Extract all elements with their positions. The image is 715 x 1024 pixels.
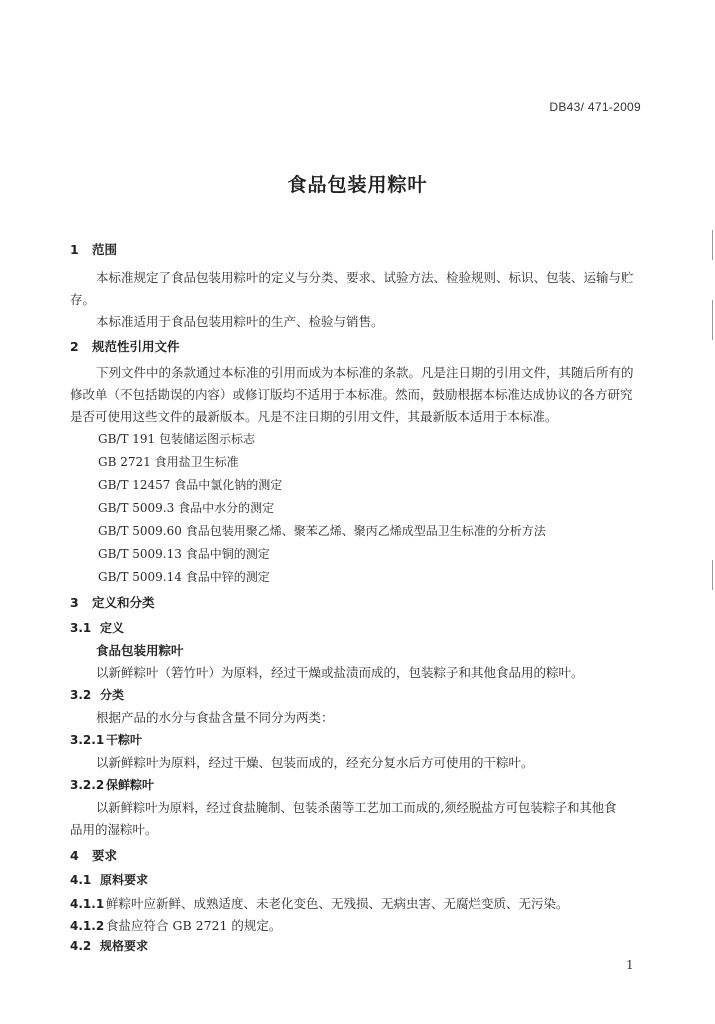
definition: 以新鲜粽叶（箬竹叶）为原料，经过干燥或盐渍而成的，包装粽子和其他食品用的粽叶。 [96,665,584,680]
reference-item: GB/T 5009.3 食品中水分的测定 [98,501,275,515]
reference-item: GB/T 5009.14 食品中锌的测定 [98,570,270,584]
section-number: 3 [70,595,79,610]
subsection-title: 保鲜粽叶 [106,778,155,792]
reference-item: GB/T 191 包装储运图示标志 [98,432,255,446]
term: 食品包装用粽叶 [96,643,184,658]
section-1-heading [70,240,117,258]
subsection-title: 干粽叶 [106,733,143,747]
section-2-heading [70,337,180,355]
subsection-title: 规格要求 [100,939,149,953]
clause-number: 4.1.2 [70,919,105,933]
section-title: 规范性引用文件 [92,339,180,354]
section-3-heading [70,593,155,611]
reference-item: GB/T 5009.60 食品包装用聚乙烯、聚苯乙烯、聚丙乙烯成型品卫生标准的分析方法 [98,524,546,538]
paragraph: 以新鲜粽叶为原料，经过干燥、包装而成的，经充分复水后方可使用的干粽叶。 [96,755,534,770]
section-title: 范围 [92,242,118,257]
clause-number: 4.1.1 [70,897,105,911]
subsection-3-2-1-heading [70,731,142,748]
clause-text: 鲜粽叶应新鲜、成熟适度、未老化变色、无残损、无病虫害、无腐烂变质、无污染。 [106,896,569,911]
paragraph: 存。 [70,292,96,307]
section-4-heading [70,846,117,864]
section-number: 2 [70,339,79,354]
paragraph: 修改单（不包括勘误的内容）或修订版均不适用于本标准。然而，鼓励根据本标准达成协议的各方研究 [70,387,633,402]
scan-margin-mark [712,230,713,260]
section-number: 1 [70,242,79,257]
subsection-3-2-2-heading [70,776,154,793]
subsection-number: 3.2 [70,688,92,702]
scan-margin-mark [712,300,713,340]
reference-item: GB 2721 食用盐卫生标准 [98,455,239,469]
section-title: 定义和分类 [92,595,155,610]
subsection-number: 3.1 [70,621,92,635]
subsection-number: 4.2 [70,939,92,953]
subsection-4-1-heading [70,871,148,888]
paragraph: 本标准规定了食品包装用粽叶的定义与分类、要求、试验方法、检验规则、标识、包装、运输与贮 [96,270,634,285]
subsection-number: 3.2.2 [70,778,105,792]
section-title: 要求 [92,848,118,863]
clause-4-1-2 [70,915,281,934]
paragraph: 是否可使用这些文件的最新版本。凡是不注日期的引用文件，其最新版本适用于本标准。 [70,409,558,424]
subsection-title: 原料要求 [100,873,149,887]
paragraph: 品用的湿粽叶。 [70,822,158,837]
subsection-number: 3.2.1 [70,733,105,747]
subsection-number: 4.1 [70,873,92,887]
document-title: 食品包装用粽叶 [287,174,428,196]
clause-4-1-1 [70,893,569,912]
scan-margin-mark [712,560,713,590]
paragraph: 下列文件中的条款通过本标准的引用而成为本标准的条款。凡是注日期的引用文件，其随后所有的 [96,365,634,380]
subsection-title: 分类 [100,688,125,702]
paragraph: 本标准适用于食品包装用粽叶的生产、检验与销售。 [96,314,384,329]
standard-number: DB43/ 471-2009 [549,100,641,114]
subsection-3-2-heading [70,686,124,703]
section-number: 4 [70,848,79,863]
paragraph: 以新鲜粽叶为原料，经过食盐腌制、包装杀菌等工艺加工而成的,须经脱盐方可包装粽子和其他食 [96,801,617,815]
subsection-3-1-heading [70,619,124,636]
subsection-4-2-heading [70,937,148,954]
page-number: 1 [626,958,634,972]
subsection-title: 定义 [100,621,125,635]
paragraph: 根据产品的水分与食盐含量不同分为两类： [96,710,334,725]
reference-item: GB/T 12457 食品中氯化钠的测定 [98,478,283,492]
reference-item: GB/T 5009.13 食品中铜的测定 [98,547,270,561]
clause-text: 食盐应符合 GB 2721 的规定。 [106,918,282,933]
